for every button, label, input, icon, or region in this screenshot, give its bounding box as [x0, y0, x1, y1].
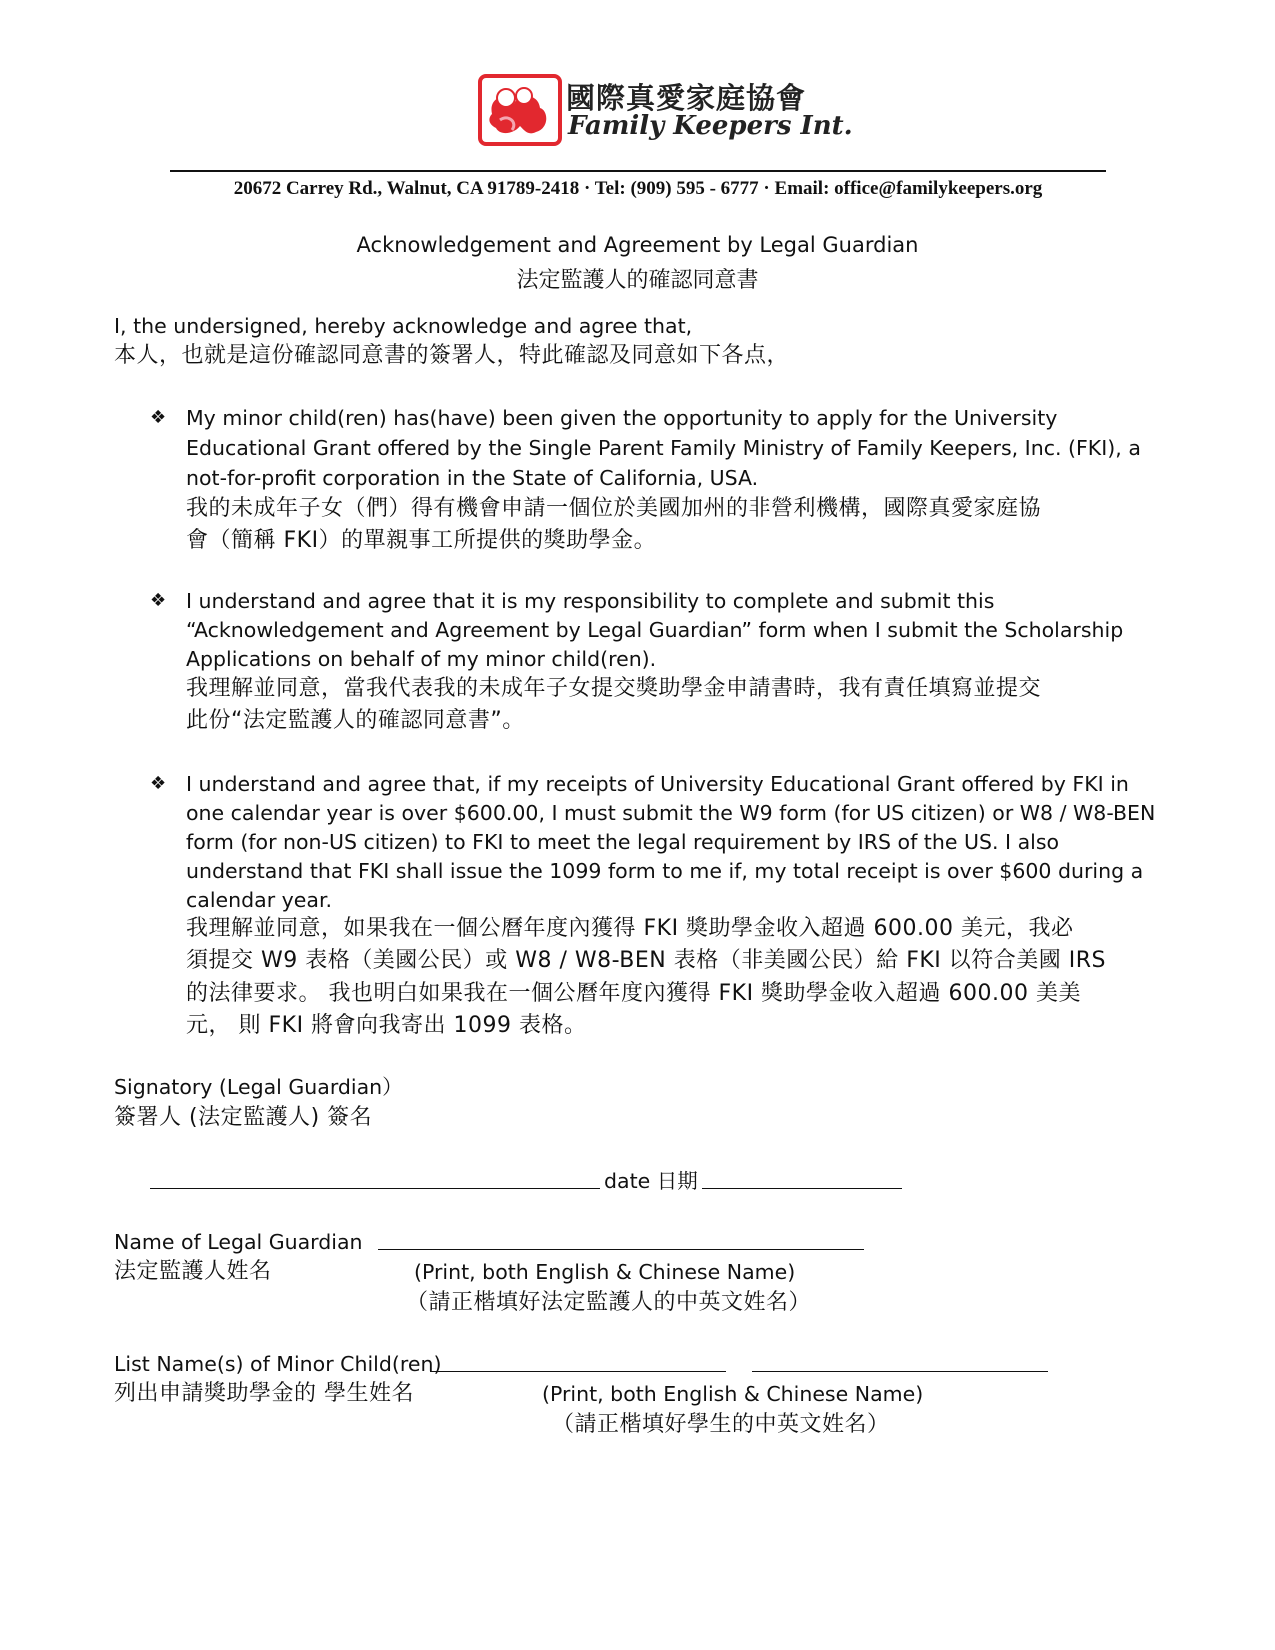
item-3-zh-line-2: 須提交 W9 表格（美國公民）或 W8 / W8-BEN 表格（非美國公民）給 FKI 以符合美國 IRS: [186, 948, 1107, 973]
child-name-line-2[interactable]: [752, 1371, 1048, 1372]
item-3-zh-line-1: 我理解並同意，如果我在一個公曆年度內獲得 FKI 獎助學金收入超過 600.00 美元，我必: [186, 916, 1074, 941]
signatory-label-english: Signatory (Legal Guardian）: [114, 1075, 403, 1099]
document-title-chinese: 法定監護人的確認同意書: [516, 268, 759, 293]
item-3-en-line-5: calendar year.: [186, 888, 333, 912]
item-1-en-line-3: not-for-profit corporation in the State of California, USA.: [186, 466, 759, 490]
signature-line[interactable]: [150, 1188, 600, 1189]
item-2-en-line-3: Applications on behalf of my minor child(ren).: [186, 647, 657, 671]
bullet-icon: ❖: [150, 407, 167, 428]
item-3-zh-line-4: 元， 則 FKI 將會向我寄出 1099 表格。: [186, 1013, 587, 1038]
date-label: date 日期: [604, 1169, 698, 1193]
guardian-name-label-english: Name of Legal Guardian: [114, 1230, 363, 1254]
guardian-name-hint-english: (Print, both English & Chinese Name): [414, 1260, 796, 1284]
guardian-name-hint-chinese: （請正楷填好法定監護人的中英文姓名）: [406, 1290, 812, 1315]
logo-name-chinese: 國際真愛家庭協會: [566, 81, 807, 115]
item-3-en-line-3: form (for non-US citizen) to FKI to meet the legal requirement by IRS of the US. I also: [186, 830, 1060, 854]
signatory-label-chinese: 簽署人 (法定監護人) 簽名: [114, 1105, 373, 1130]
children-names-hint-english: (Print, both English & Chinese Name): [542, 1382, 924, 1406]
item-3-zh-line-3: 的法律要求。 我也明白如果我在一個公曆年度內獲得 FKI 獎助學金收入超過 600.00 美美: [186, 981, 1082, 1006]
item-2-zh-line-1: 我理解並同意，當我代表我的未成年子女提交獎助學金申請書時，我有責任填寫並提交: [186, 676, 1042, 701]
item-1-zh-line-2: 會（簡稱 FKI）的單親事工所提供的獎助學金。: [186, 528, 657, 553]
contact-info: 20672 Carrey Rd., Walnut, CA 91789-2418 · Tel: (909) 595 - 6777 · Email: office@familykeepers.org: [233, 178, 1043, 199]
item-3-en-line-1: I understand and agree that, if my receipts of University Educational Grant offered by FKI in: [186, 772, 1129, 796]
document-title-english: Acknowledgement and Agreement by Legal Guardian: [356, 233, 919, 257]
children-names-label-english: List Name(s) of Minor Child(ren): [114, 1352, 442, 1376]
intro-english: I, the undersigned, hereby acknowledge and agree that,: [114, 314, 693, 338]
children-names-label-chinese: 列出申請獎助學金的 學生姓名: [114, 1381, 414, 1406]
item-3-en-line-2: one calendar year is over $600.00, I must submit the W9 form (for US citizen) or W8 / W8-BEN: [186, 801, 1156, 825]
item-1-en-line-2: Educational Grant offered by the Single Parent Family Ministry of Family Keepers, Inc. (FKI), a: [186, 436, 1141, 460]
date-line[interactable]: [702, 1188, 902, 1189]
item-2-en-line-2: “Acknowledgement and Agreement by Legal Guardian” form when I submit the Scholarship: [186, 618, 1124, 642]
item-2-zh-line-2: 此份“法定監護人的確認同意書”。: [186, 708, 525, 733]
item-2-en-line-1: I understand and agree that it is my responsibility to complete and submit this: [186, 589, 995, 613]
logo-name-english: Family Keepers Int.: [568, 111, 853, 141]
item-1-zh-line-1: 我的未成年子女（們）得有機會申請一個位於美國加州的非營利機構，國際真愛家庭協: [186, 496, 1042, 521]
intro-chinese: 本人，也就是這份確認同意書的簽署人，特此確認及同意如下各点，: [114, 343, 790, 368]
guardian-name-line[interactable]: [378, 1249, 864, 1250]
guardian-name-label-chinese: 法定監護人姓名: [114, 1259, 272, 1284]
children-names-hint-chinese: （請正楷填好學生的中英文姓名）: [552, 1412, 890, 1437]
bullet-icon: ❖: [150, 773, 167, 794]
family-keepers-logo-icon: [478, 74, 562, 146]
logo: [478, 74, 853, 146]
child-name-line-1[interactable]: [430, 1371, 726, 1372]
header-divider: [170, 170, 1106, 172]
bullet-icon: ❖: [150, 590, 167, 611]
item-1-en-line-1: My minor child(ren) has(have) been given the opportunity to apply for the University: [186, 406, 1058, 430]
item-3-en-line-4: understand that FKI shall issue the 1099 form to me if, my total receipt is over $600 during a: [186, 859, 1144, 883]
